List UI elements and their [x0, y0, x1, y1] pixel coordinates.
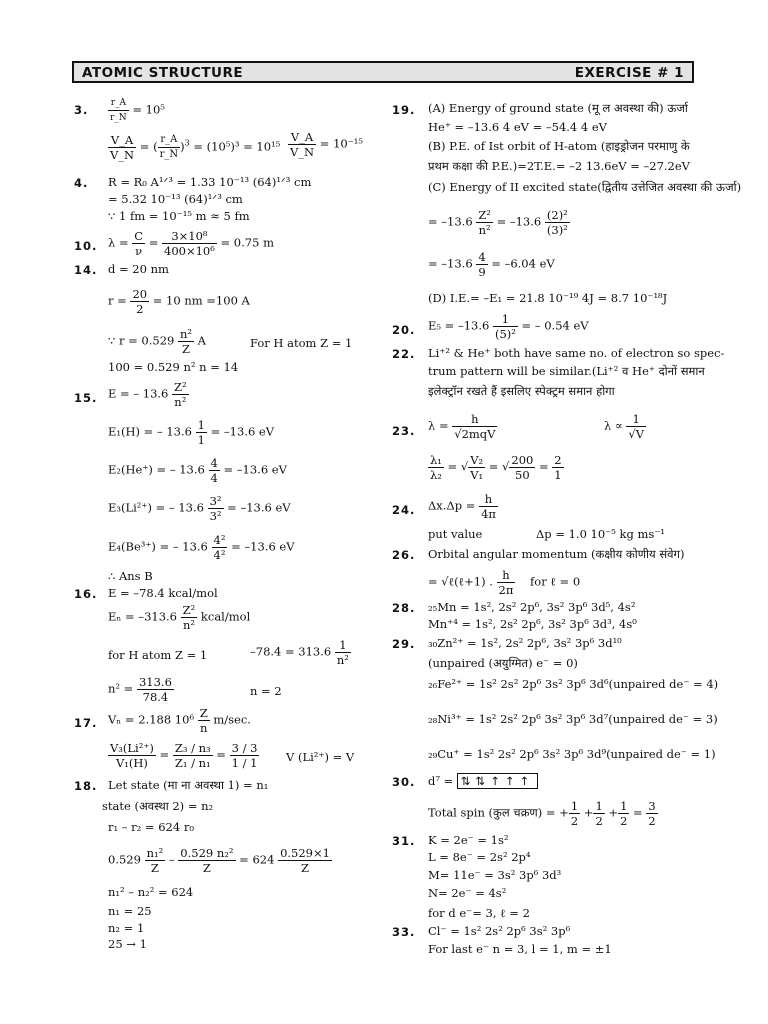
question-number: 14. — [74, 263, 98, 277]
expression: ₃₀Zn²⁺ = 1s², 2s² 2p⁶, 3s² 3p⁶ 3d¹⁰ — [428, 636, 622, 650]
expression: E = –78.4 kcal/mol — [108, 586, 218, 600]
expression: Mn⁺⁴ = 1s², 2s² 2p⁶, 3s² 3p⁶ 3d³, 4s⁰ — [428, 617, 637, 631]
expression: (unpaired (अयुग्मित) e⁻ = 0) — [428, 656, 578, 670]
expression: इलेक्ट्रॉन रखते हैं इसलिए स्पेक्ट्रम समान होगा — [428, 384, 615, 398]
expression: ∵ 1 fm = 10⁻¹⁵ m ≈ 5 fm — [108, 209, 250, 223]
expression: n = 2 — [250, 684, 282, 698]
question-number: 29. — [392, 637, 416, 651]
expression: For last e⁻ n = 3, l = 1, m = ±1 — [428, 942, 612, 956]
expression: ₂₈Ni³⁺ = 1s² 2s² 2p⁶ 3s² 3p⁶ 3d⁷(unpaired de⁻ = 3) — [428, 712, 718, 726]
expression: = –13.6 $\frac{\text{Z²}}{\text{n²}}$ = –13.6 $\frac{\text{(2)²}}{\text{(3)²}}$ — [428, 208, 568, 237]
expression: ∴ Ans B — [108, 569, 153, 583]
expression: $\frac{\text{V₃(Li²⁺)}}{\text{V₁(H)}}$ = $\frac{\text{Z₃ / n₃}}{\text{Z₁ / n₁}}$ = $\frac{3 / 3}{1 / 1}$ — [110, 741, 258, 770]
expression: d⁷ = ⇅⇅↑↑↑ — [428, 773, 538, 789]
expression: प्रथम कक्षा की P.E.)=2T.E.= –2 13.6eV = –27.2eV — [428, 159, 690, 173]
expression: n₂ = 1 — [108, 921, 145, 935]
expression: Eₙ = –313.6 $\frac{\text{Z²}}{\text{n²}}$ kcal/mol — [108, 603, 251, 632]
expression: K = 2e⁻ = 1s² — [428, 833, 509, 847]
question-number: 3. — [74, 103, 89, 117]
expression: $\frac{V\_A}{V\_N}$ = 10⁻¹⁵ — [290, 130, 363, 159]
expression: λ ∝ $\frac{1}{√V}$ — [604, 412, 645, 441]
question-number: 31. — [392, 834, 416, 848]
expression: Li⁺² & He⁺ both have same no. of electron so spec- — [428, 346, 725, 360]
expression: Δx.Δp = $\frac{h}{4\pi}$ — [428, 492, 496, 521]
expression: Vₙ = 2.188 10⁶ $\frac{Z}{n}$ m/sec. — [108, 706, 251, 735]
expression: ₂₉Cu⁺ = 1s² 2s² 2p⁶ 3s² 3p⁶ 3d⁹(unpaired de⁻ = 1) — [428, 747, 716, 761]
question-number: 24. — [392, 503, 416, 517]
question-number: 15. — [74, 391, 98, 405]
expression: (A) Energy of ground state (मू ल अवस्था की) ऊर्जा — [428, 101, 688, 115]
expression: Δp = 1.0 10⁻⁵ kg ms⁻¹ — [536, 527, 665, 541]
expression: for H atom Z = 1 — [108, 648, 208, 662]
expression: E₃(Li²⁺) = – 13.6 $\frac{\text{3²}}{\text{3²}}$ = –13.6 eV — [108, 494, 291, 523]
question-number: 10. — [74, 239, 98, 253]
question-number: 18. — [74, 779, 98, 793]
expression: L = 8e⁻ = 2s² 2p⁴ — [428, 850, 531, 864]
expression: M= 11e⁻ = 3s² 3p⁶ 3d³ — [428, 868, 562, 882]
expression: λ = $\frac{h}{\text{√2mqV}}$ — [428, 412, 496, 441]
question-number: 16. — [74, 587, 98, 601]
expression: Total spin (कुल चक्रण) = + $\frac{1}{2}$ + $\frac{1}{2}$ + $\frac{1}{2}$ = $\frac{3}{2}$ — [428, 799, 656, 828]
expression: = √ℓ(ℓ+1) . $\frac{h}{2\pi}$ for ℓ = 0 — [428, 568, 581, 597]
expression: ₂₅Mn = 1s², 2s² 2p⁶, 3s² 3p⁶ 3d⁵, 4s² — [428, 600, 636, 614]
expression: For H atom Z = 1 — [250, 336, 353, 350]
expression: $\frac{V\_A}{V\_N}$ = ( $\frac{r\_A}{r\_N}$ )$^3$ = (10⁵)³ = 10¹⁵ — [110, 133, 281, 162]
expression: r₁ – r₂ = 624 r₀ — [108, 820, 194, 834]
orbital-box-diagram: ⇅⇅↑↑↑ — [457, 773, 538, 789]
expression: 25 → 1 — [108, 937, 147, 951]
question-number: 30. — [392, 775, 416, 789]
expression: –78.4 = 313.6 $\frac{1}{\text{n²}}$ — [250, 638, 349, 667]
expression: = 5.32 10⁻¹³ (64)¹ᐟ³ cm — [108, 192, 243, 206]
expression: ∵ r = 0.529 $\frac{\text{n²}}{Z}$ A — [108, 327, 206, 356]
expression: (D) I.E.= –E₁ = 21.8 10⁻¹⁹ 4J = 8.7 10⁻¹⁸J — [428, 291, 668, 305]
expression: ₂₆Fe²⁺ = 1s² 2s² 2p⁶ 3s² 3p⁶ 3d⁶(unpaired de⁻ = 4) — [428, 677, 719, 691]
expression: for d e⁻= 3, ℓ = 2 — [428, 906, 530, 920]
question-number: 28. — [392, 601, 416, 615]
expression: put value — [428, 527, 483, 541]
expression: 0.529 $\frac{\text{n₁²}}{Z}$ – $\frac{\text{0.529 n₂²}}{Z}$ = 624 $\frac{0.529\times 1}{Z}$ — [108, 846, 330, 875]
expression: n₁ = 25 — [108, 904, 152, 918]
expression: E = – 13.6 $\frac{\text{Z²}}{\text{n²}}$ — [108, 380, 187, 409]
exercise-title: EXERCISE # 1 — [574, 65, 684, 81]
expression: V (Li²⁺) = V — [286, 750, 355, 764]
question-number: 33. — [392, 925, 416, 939]
expression: E₁(H) = – 13.6 $\frac{1}{1}$ = –13.6 eV — [108, 418, 275, 447]
question-number: 26. — [392, 548, 416, 562]
expression: E₅ = –13.6 $\frac{1}{\text{(5)²}}$ = – 0.54 eV — [428, 312, 589, 341]
question-number: 19. — [392, 103, 416, 117]
expression: (B) P.E. of Ist orbit of H-atom (हाइड्रोजन परमाणु के — [428, 139, 690, 153]
expression: trum pattern will be similar.(Li⁺² व He⁺ दोनों समान — [428, 364, 705, 378]
expression: R = R₀ A¹ᐟ³ = 1.33 10⁻¹³ (64)¹ᐟ³ cm — [108, 175, 312, 189]
expression: (C) Energy of II excited state(द्वितीय उत्तेजित अवस्था की ऊर्जा) — [428, 180, 742, 194]
expression: Orbital angular momentum (कक्षीय कोणीय संवेग) — [428, 547, 685, 561]
expression: 100 = 0.529 n² n = 14 — [108, 360, 239, 374]
section-header — [72, 61, 694, 83]
question-number: 22. — [392, 347, 416, 361]
expression: E₂(He⁺) = – 13.6 $\frac{4}{4}$ = –13.6 eV — [108, 456, 287, 485]
expression: $\frac{\text{λ₁}}{\text{λ₂}}$ = √ $\frac{\text{V₂}}{\text{V₁}}$ = √ $\frac{200}{50}$ = $\frac{2}{1}$ — [430, 453, 562, 482]
chapter-title: ATOMIC STRUCTURE — [82, 65, 244, 81]
expression: He⁺ = –13.6 4 eV = –54.4 4 eV — [428, 120, 607, 134]
expression: λ = $\frac{C}{\nu}$ = $\frac{\text{3×10⁸}}{\text{400×10⁶}}$ = 0.75 m — [108, 229, 274, 258]
expression: N= 2e⁻ = 4s² — [428, 886, 507, 900]
expression: Cl⁻ = 1s² 2s² 2p⁶ 3s² 3p⁶ — [428, 924, 571, 938]
expression: $\frac{r\_A}{r\_N}$ = 10⁵ — [110, 98, 165, 123]
expression: state (अवस्था 2) = n₂ — [102, 799, 214, 813]
expression: E₄(Be³⁺) = – 13.6 $\frac{\text{4²}}{\text{4²}}$ = –13.6 eV — [108, 533, 295, 562]
expression: Let state (मा ना अवस्था 1) = n₁ — [108, 778, 269, 792]
expression: n² = $\frac{313.6}{78.4}$ — [108, 675, 172, 704]
expression: r = $\frac{20}{2}$ = 10 nm =100 A — [108, 287, 250, 316]
expression: = –13.6 $\frac{4}{9}$ = –6.04 eV — [428, 250, 555, 279]
question-number: 23. — [392, 424, 416, 438]
question-number: 17. — [74, 716, 98, 730]
question-number: 20. — [392, 323, 416, 337]
expression: d = 20 nm — [108, 262, 169, 276]
question-number: 4. — [74, 176, 89, 190]
expression: n₁² – n₂² = 624 — [108, 885, 194, 899]
